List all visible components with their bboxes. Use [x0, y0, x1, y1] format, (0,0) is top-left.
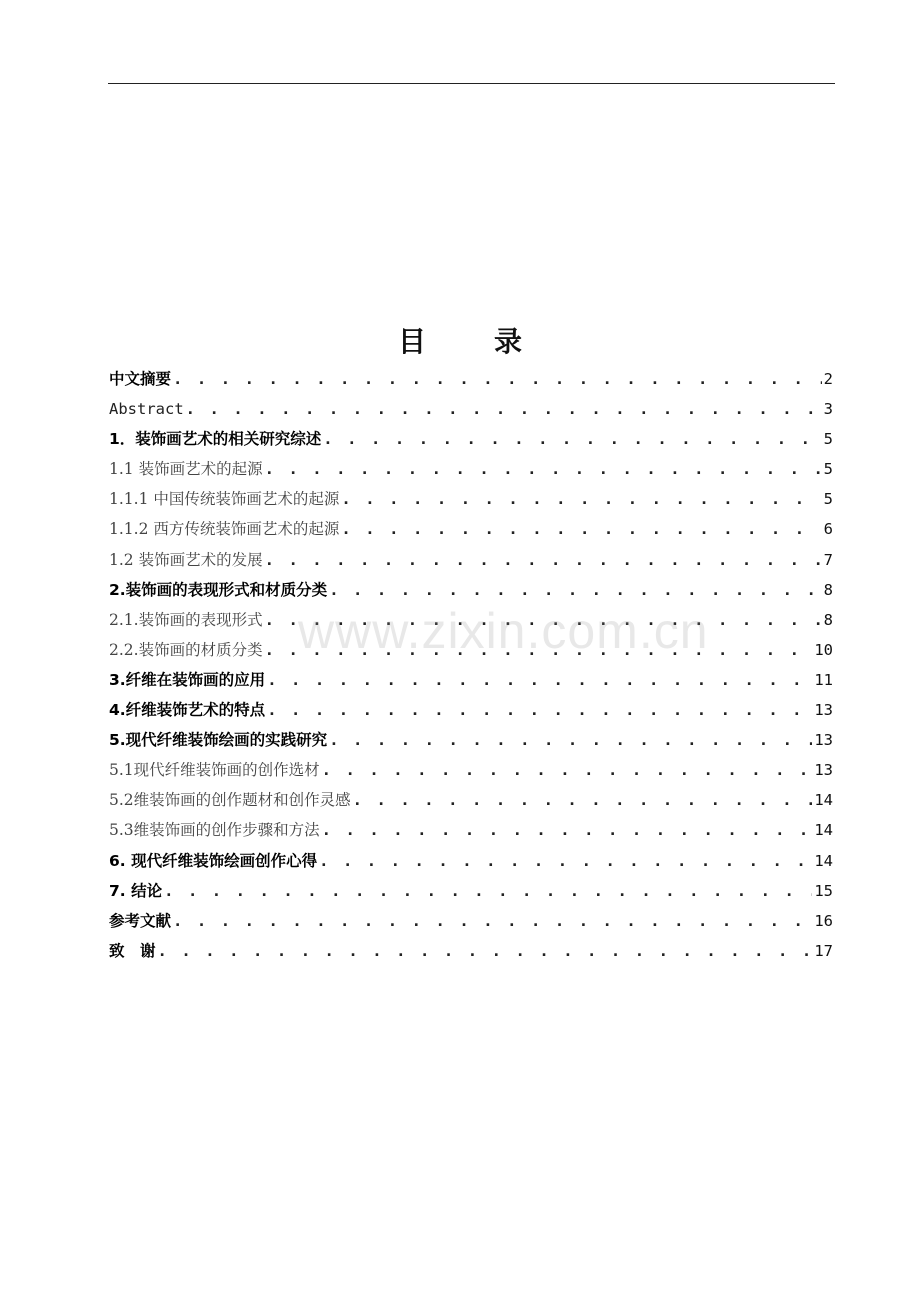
toc-title: 目 录	[397, 325, 542, 358]
toc-entry[interactable]	[109, 605, 833, 635]
toc-entry-page-number: 6	[823, 520, 833, 539]
toc-dot-leader	[265, 635, 813, 665]
toc-entry-label: 致 谢	[109, 941, 156, 960]
toc-entry-page-number: 5	[823, 430, 833, 449]
toc-entry[interactable]	[109, 545, 833, 575]
toc-entry-label: 1.1.2 西方传统装饰画艺术的起源	[109, 520, 340, 539]
toc-dot-leader	[265, 545, 822, 575]
toc-entry-label: 2.2.装饰画的材质分类	[109, 640, 263, 659]
toc-entry-label: 5.现代纤维装饰绘画的实践研究	[109, 731, 328, 750]
toc-entry-label: 2.1.装饰画的表现形式	[109, 610, 263, 629]
toc-entry-page-number: 13	[814, 731, 833, 750]
toc-entry-label: 5.1现代纤维装饰画的创作选材	[109, 761, 320, 780]
toc-entry-label: 参考文献	[109, 911, 172, 930]
toc-dot-leader	[322, 755, 813, 785]
toc-entry-page-number: 3	[823, 400, 833, 419]
toc-entry[interactable]	[109, 846, 833, 876]
toc-entry-label: 4.纤维装饰艺术的特点	[109, 701, 266, 720]
toc-entry[interactable]	[109, 936, 833, 966]
toc-entry-page-number: 13	[814, 761, 833, 780]
toc-entry-label: 5.2维装饰画的创作题材和创作灵感	[109, 791, 351, 810]
toc-entry[interactable]	[109, 725, 833, 755]
toc-entry[interactable]	[109, 815, 833, 845]
toc-entry-page-number: 14	[814, 821, 833, 840]
toc-entry-page-number: 8	[823, 580, 833, 599]
toc-dot-leader	[341, 514, 821, 544]
toc-dot-leader	[265, 454, 822, 484]
toc-entry-label: 6. 现代纤维装饰绘画创作心得	[109, 851, 318, 870]
toc-entry-label: 5.3维装饰画的创作步骤和方法	[109, 821, 320, 840]
watermark-text: www.zixin.com.cn	[298, 603, 709, 659]
toc-entry-label: 3.纤维在装饰画的应用	[109, 670, 266, 689]
toc-entry-page-number: 14	[814, 791, 833, 810]
toc-entry-page-number: 16	[814, 911, 833, 930]
toc-entry-page-number: 15	[814, 881, 833, 900]
toc-entry[interactable]	[109, 785, 833, 815]
toc-dot-leader	[267, 695, 812, 725]
toc-dot-leader	[265, 605, 822, 635]
toc-dot-leader	[353, 785, 813, 815]
header-rule	[108, 83, 835, 84]
toc-entry-label: 1.2 装饰画艺术的发展	[109, 550, 263, 569]
toc-dot-leader	[323, 424, 821, 454]
toc-dot-leader	[329, 725, 812, 755]
toc-entry-page-number: 11	[814, 670, 833, 689]
toc-dot-leader	[158, 936, 813, 966]
toc-entry-page-number: 13	[814, 701, 833, 720]
toc-entry[interactable]	[109, 755, 833, 785]
toc-entry[interactable]	[109, 484, 833, 514]
toc-entry-label: 1.1 装饰画艺术的起源	[109, 460, 263, 479]
toc-entry-page-number: 5	[823, 460, 833, 479]
toc-dot-leader	[173, 364, 822, 394]
toc-dot-leader	[267, 665, 812, 695]
toc-entry[interactable]	[109, 695, 833, 725]
toc-entry-label: 1.1.1 中国传统装饰画艺术的起源	[109, 490, 340, 509]
toc-dot-leader	[329, 575, 821, 605]
toc-dot-leader	[186, 394, 822, 424]
toc-entry-label: 2.装饰画的表现形式和材质分类	[109, 580, 328, 599]
toc-dot-leader	[319, 846, 812, 876]
toc-entry[interactable]	[109, 906, 833, 936]
toc-dot-leader	[164, 876, 812, 906]
toc-dot-leader	[322, 815, 813, 845]
toc-entry[interactable]	[109, 876, 833, 906]
toc-entry[interactable]	[109, 575, 833, 605]
toc-entry[interactable]	[109, 454, 833, 484]
toc-entry-label: 1．装饰画艺术的相关研究综述	[109, 430, 322, 449]
toc-entry-page-number: 10	[814, 640, 833, 659]
toc-entry[interactable]	[109, 514, 833, 544]
toc-entry-page-number: 2	[823, 370, 833, 388]
toc-dot-leader	[341, 484, 821, 514]
toc-entry[interactable]	[109, 665, 833, 695]
toc-entry-page-number: 14	[814, 851, 833, 870]
toc-entry-page-number: 17	[814, 941, 833, 960]
toc-dot-leader	[173, 906, 812, 936]
toc-entry[interactable]	[109, 364, 833, 394]
toc-entry[interactable]	[109, 635, 833, 665]
toc-entry[interactable]	[109, 394, 833, 424]
toc-entry-label: Abstract	[109, 400, 184, 419]
table-of-contents	[109, 364, 833, 966]
toc-entry-page-number: 5	[823, 490, 833, 509]
toc-entry[interactable]	[109, 424, 833, 454]
toc-entry-label: 7. 结论	[109, 881, 163, 900]
toc-entry-page-number: 8	[823, 610, 833, 629]
toc-entry-label: 中文摘要	[109, 370, 172, 388]
toc-entry-page-number: 7	[823, 550, 833, 569]
